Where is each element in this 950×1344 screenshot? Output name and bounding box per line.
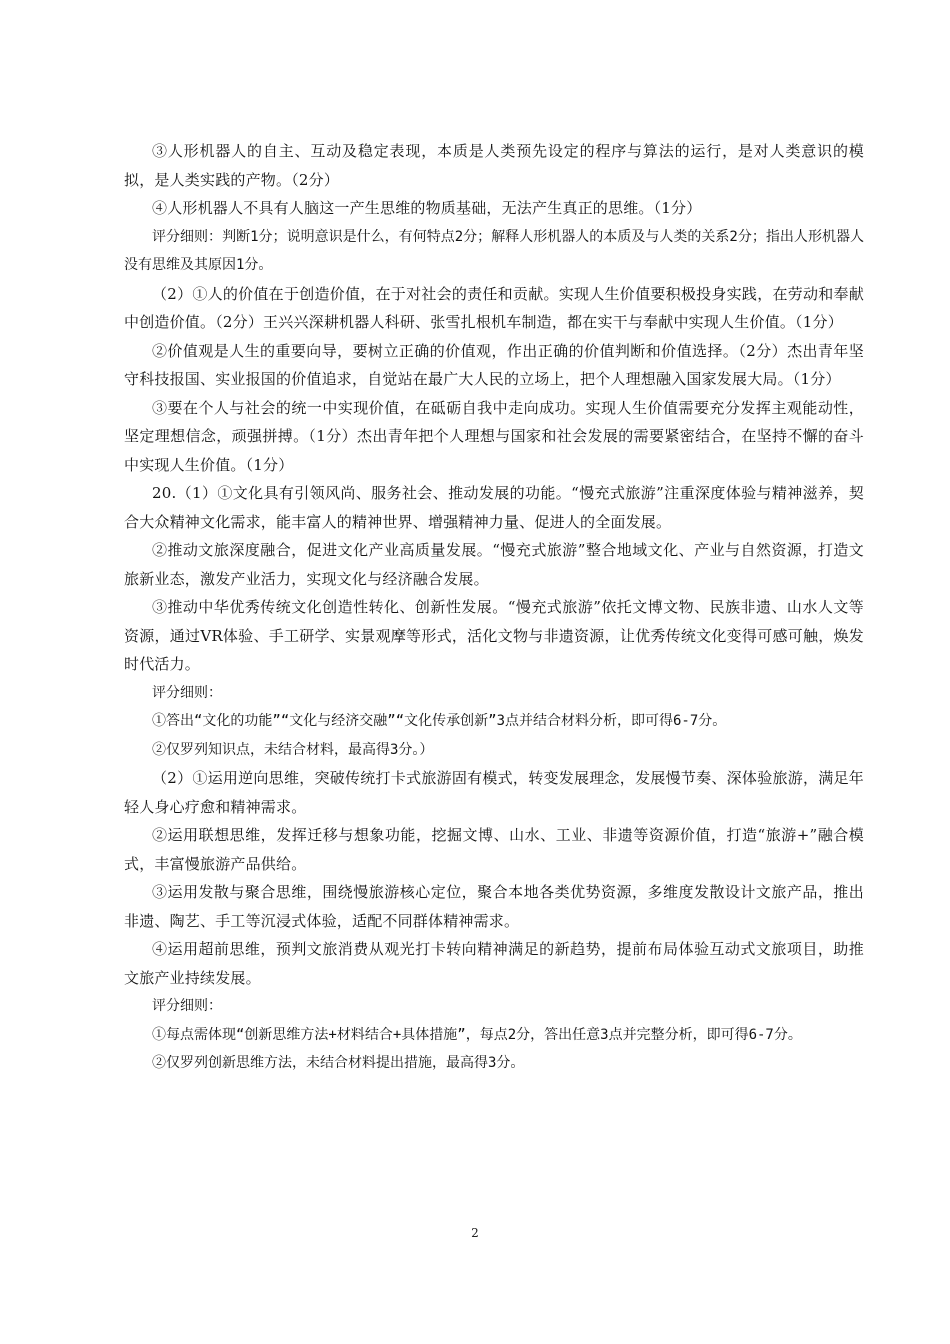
- scoring-rule: 评分细则：判断1分；说明意识是什么，有何特点2分；解释人形机器人的本质及与人类的关系2分；指出人形机器人没有思维及其原因1分。: [124, 228, 864, 273]
- scoring-rule: ①答出“文化的功能”“文化与经济交融”“文化传承创新”3点并结合材料分析，即可得6-7分。: [152, 713, 727, 729]
- scoring-rule: ②仅罗列创新思维方法，未结合材料提出措施，最高得3分。: [152, 1055, 525, 1071]
- answer-paragraph: ③推动中华优秀传统文化创造性转化、创新性发展。“慢充式旅游”依托文博文物、民族非遗、山水人文等资源，通过VR体验、手工研学、实景观摩等形式，活化文物与非遗资源，让优秀传统文化变得可感可触，焕发时代活力。: [124, 598, 864, 673]
- scoring-rule-heading: 评分细则：: [152, 684, 222, 701]
- page-number: 2: [471, 1226, 479, 1240]
- answer-key-body: [124, 137, 864, 1078]
- scoring-rule: ①每点需体现“创新思维方法+材料结合+具体措施”，每点2分，答出任意3点并完整分析，即可得6-7分。: [152, 1026, 802, 1043]
- answer-paragraph: ③人形机器人的自主、互动及稳定表现，本质是人类预先设定的程序与算法的运行，是对人类意识的模拟，是人类实践的产物。（2分）: [124, 142, 864, 189]
- answer-paragraph: （2）①运用逆向思维，突破传统打卡式旅游固有模式，转变发展理念，发展慢节奏、深体验旅游，满足年轻人身心疗愈和精神需求。: [124, 769, 864, 816]
- answer-paragraph: ④人形机器人不具有人脑这一产生思维的物质基础，无法产生真正的思维。（1分）: [152, 199, 702, 217]
- question-20-answer: 20.（1）①文化具有引领风尚、服务社会、推动发展的功能。“慢充式旅游”注重深度体验与精神滋养，契合大众精神文化需求，能丰富人的精神世界、增强精神力量、促进人的全面发展。: [124, 484, 864, 531]
- answer-paragraph: （2）①人的价值在于创造价值，在于对社会的责任和贡献。实现人生价值要积极投身实践，在劳动和奉献中创造价值。（2分）王兴兴深耕机器人科研、张雪扎根机车制造，都在实干与奉献中实现人生价值。（1分）: [124, 284, 864, 331]
- answer-paragraph: ②价值观是人生的重要向导，要树立正确的价值观，作出正确的价值判断和价值选择。（2分）杰出青年坚守科技报国、实业报国的价值追求，自觉站在最广大人民的立场上，把个人理想融入国家发展大局。（1分）: [124, 341, 864, 388]
- answer-paragraph: ④运用超前思维，预判文旅消费从观光打卡转向精神满足的新趋势，提前布局体验互动式文旅项目，助推文旅产业持续发展。: [124, 940, 864, 987]
- answer-paragraph: ②推动文旅深度融合，促进文化产业高质量发展。“慢充式旅游”整合地域文化、产业与自然资源，打造文旅新业态，激发产业活力，实现文化与经济融合发展。: [124, 541, 864, 588]
- answer-paragraph: ③要在个人与社会的统一中实现价值，在砥砺自我中走向成功。实现人生价值需要充分发挥主观能动性，坚定理想信念，顽强拼搏。（1分）杰出青年把个人理想与国家和社会发展的需要紧密结合，在坚持不懈的奋斗中实现人生价值。（1分）: [124, 398, 864, 474]
- answer-paragraph: ②运用联想思维，发挥迁移与想象功能，挖掘文博、山水、工业、非遗等资源价值，打造“旅游+”融合模式，丰富慢旅游产品供给。: [124, 826, 864, 873]
- scoring-rule-heading: 评分细则：: [152, 998, 222, 1014]
- scoring-rule: ②仅罗列知识点，未结合材料，最高得3分。）: [152, 741, 434, 758]
- answer-paragraph: ③运用发散与聚合思维，围绕慢旅游核心定位，聚合本地各类优势资源，多维度发散设计文旅产品，推出非遗、陶艺、手工等沉浸式体验，适配不同群体精神需求。: [124, 883, 864, 930]
